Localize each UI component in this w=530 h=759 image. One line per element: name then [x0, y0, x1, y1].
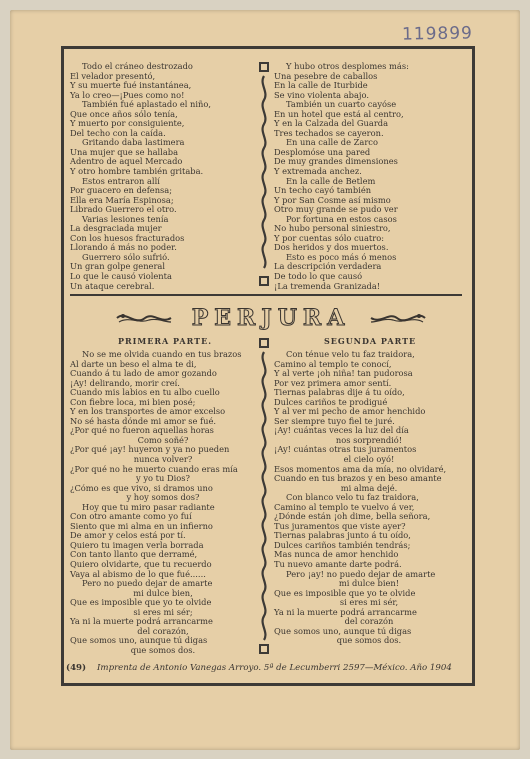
part-heading-second: SEGUNDA PARTE — [324, 336, 417, 346]
verse-line: ¡Ay! cuántas veces la luz del día — [274, 425, 409, 436]
verse-line: Adentro de aquel Mercado — [70, 156, 183, 167]
verse-line: Un gran golpe general — [70, 261, 166, 272]
verse-line: y hoy somos dos? — [126, 492, 200, 503]
verse-line: Por vez primera amor sentí. — [274, 377, 392, 388]
verse-line: En un hotel que está al centro, — [274, 108, 404, 119]
verse-line: ¿Cómo es que vivo, si dramos uno — [70, 482, 213, 493]
verse-line: ¡Ay! delirando, morir creí. — [70, 377, 180, 388]
verse-line: si eres mi sér; — [133, 606, 193, 617]
verse-line: Y por San Cosme así mismo — [274, 194, 391, 205]
verse-line: nunca volver? — [133, 454, 193, 465]
verse-line: Que somos uno, aunque tú digas — [70, 635, 208, 646]
verse-line: Pero no puedo dejar de amarte — [82, 578, 213, 589]
verse-line: Vaya al abismo de lo que fué...... — [70, 568, 206, 579]
verse-line: ¿Por qué no he muerto cuando eras mía — [70, 463, 238, 474]
verse-line: Estos entraron allí — [82, 175, 160, 186]
verse-line: y yo tu Dios? — [136, 473, 190, 484]
verse-line: Un techo cayó también — [274, 185, 372, 196]
verse-line: De amor y celos está por tí. — [70, 530, 186, 541]
verse-line: Camino al templo te conocí, — [274, 358, 392, 369]
verse-line: En una calle de Zarco — [286, 137, 378, 148]
verse-line: En la calle de Betlem — [286, 175, 376, 186]
imprint-footer — [66, 663, 466, 673]
verse-line: Se vino violenta abajo. — [274, 89, 369, 100]
verse-line: Lo que le causó violenta — [70, 271, 172, 282]
verse-line: Ya ni la muerte podrá arrancarme — [274, 606, 417, 617]
verse-line: No se me olvida cuando en tus brazos — [82, 349, 242, 359]
verse-line: Una pesebre de caballos — [274, 70, 378, 81]
verse-line: Dulces cariños te prodigué — [274, 396, 388, 407]
verse-line: La descripción verdadera — [274, 261, 382, 272]
verse-line: Cuando á tu lado de amor gozando — [70, 368, 217, 379]
verse-line: Un ataque cerebral. — [70, 280, 155, 291]
verse-line: Con tanto llanto que derramé, — [70, 549, 198, 560]
verse-line: Con otro amante como yo fuí — [70, 511, 192, 522]
verse-line: También fué aplastado el niño, — [82, 99, 212, 110]
verse-line: Dos heridos y dos muertos. — [274, 242, 389, 253]
verse-line: ¡La tremenda Granizada! — [274, 280, 381, 291]
verse-line: Cuando en tus brazos y en beso amante — [274, 473, 442, 484]
verse-line: Una mujer que se hallaba — [70, 146, 179, 157]
verse-line: Y muerto por consiguiente, — [70, 118, 185, 129]
part-heading-first: PRIMERA PARTE. — [118, 336, 212, 346]
verse-line: Ya ni la muerte podrá arrancarme — [70, 616, 213, 627]
verse-line: Siento que mi alma en un infierno — [70, 520, 213, 531]
verse-line: Tus juramentos que viste ayer? — [274, 520, 406, 531]
verse-line: Por guacero en defensa; — [70, 185, 173, 196]
verse-line: Varias lesiones tenía — [82, 213, 169, 224]
verse-line: Y en los transportes de amor excelso — [70, 406, 226, 417]
verse-line: Librado Guerrero el otro. — [70, 204, 177, 215]
ornamental-divider-top — [259, 62, 269, 288]
verse-line: Otro muy grande se pudo ver — [274, 204, 398, 215]
verse-line: Desplomóse una pared — [274, 146, 371, 157]
verse-line: Al darte un beso el alma te di, — [70, 358, 197, 369]
verse-line: del corazón, — [137, 625, 189, 636]
verse-line: Cuando mis labios en tu albo cuello — [70, 387, 220, 398]
right-flourish-icon — [369, 310, 427, 326]
verse-line: Tiernas palabras junto á tu oído, — [274, 530, 411, 541]
verse-line: Y otro hombre también gritaba. — [70, 166, 204, 177]
verse-line: No sé hasta dónde mi amor se fué. — [70, 415, 217, 426]
verse-line: Y hubo otros desplomes más: — [286, 61, 409, 71]
verse-line: Que somos uno, aunque tú digas — [274, 625, 412, 636]
verse-column-bottom-right — [274, 350, 464, 646]
verse-line: que somos dos. — [130, 644, 196, 655]
verse-line: mi dulce bien, — [133, 587, 193, 598]
ornamental-divider-bottom — [259, 338, 269, 656]
verse-line: Llorando á más no poder. — [70, 242, 177, 253]
verse-line: Como soñé? — [137, 434, 189, 445]
verse-line: Camino al templo te vuelvo á ver, — [274, 501, 415, 512]
verse-line: Con fiebre loca, mi bien posé; — [70, 396, 196, 407]
verse-line: Del techo con la caída. — [70, 127, 166, 138]
verse-column-top-left — [70, 62, 256, 291]
verse-line: nos sorprendió! — [335, 434, 403, 445]
section-rule — [70, 294, 462, 296]
verse-line: ¡Ay! cuántas otras tus juramentos — [274, 444, 417, 455]
verse-line: Que es imposible que yo te olvide — [274, 587, 416, 598]
verse-line: si eres mi sér, — [339, 597, 399, 608]
verse-line: Con ténue velo tu faz traidora, — [286, 349, 415, 359]
verse-line: El velador presentó, — [70, 70, 156, 81]
verse-line: Guerrero sólo sufrió. — [82, 251, 170, 262]
verse-line: Todo el cráneo destrozado — [82, 61, 193, 71]
verse-line: Gritando daba lastimera — [82, 137, 185, 148]
verse-line: mi alma dejé. — [340, 482, 398, 493]
verse-line: el cielo oyó! — [343, 454, 395, 465]
verse-line: que somos dos. — [336, 635, 402, 646]
verse-line: Ya lo creo—¡Pues como no! — [70, 89, 185, 100]
verse-line: mi dulce bien! — [338, 578, 400, 589]
verse-line: También un cuarto cayóse — [286, 99, 397, 110]
verse-line: Ser siempre tuyo fiel te juré. — [274, 415, 395, 426]
title-band — [115, 304, 427, 332]
verse-line: De todo lo que causó — [274, 271, 363, 282]
verse-line: Y por cuentas sólo cuatro: — [274, 232, 385, 243]
imprint-text: Imprenta de Antonio Vanegas Arroyo. 5ª de Lecumberri 2597—México. Año 1904 — [97, 663, 452, 673]
verse-line: Y en la Calzada del Guarda — [274, 118, 389, 129]
catalog-stamp: 119899 — [401, 23, 474, 45]
verse-line: Esto es poco más ó menos — [286, 251, 397, 262]
verse-line: Que once años sólo tenía, — [70, 108, 178, 119]
verse-line: Hoy que tu miro pasar radiante — [82, 501, 215, 512]
verse-line: Que es imposible que yo te olvide — [70, 597, 212, 608]
verse-line: Con blanco velo tu faz traidora, — [286, 492, 419, 503]
verse-line: Y al ver mi pecho de amor henchido — [274, 406, 426, 417]
verse-line: Pero ¡ay! no puedo dejar de amarte — [286, 568, 436, 579]
verse-line: ¿Dónde están ¡oh dime, bella señora, — [274, 511, 431, 522]
verse-line: Esos momentos ama da mía, no olvidaré, — [274, 463, 447, 474]
verse-line: Ella era María Espinosa; — [70, 194, 174, 205]
verse-line: De muy grandes dimensiones — [274, 156, 398, 167]
leaf-number: (49) — [66, 663, 87, 673]
verse-column-top-right — [274, 62, 464, 291]
verse-line: Tu nuevo amante darte podrá. — [274, 559, 402, 570]
verse-line: ¿Por qué ¡ay! huyeron y ya no pueden — [70, 444, 230, 455]
verse-line: ¿Por qué no fueron aquellas horas — [70, 425, 214, 436]
verse-line: Tiernas palabras dije á tu oído, — [274, 387, 405, 398]
verse-line: En la calle de Iturbide — [274, 80, 368, 91]
verse-line: Dulces cariños también tendrás; — [274, 539, 411, 550]
verse-line: Quiero tu imagen verla borrada — [70, 539, 204, 550]
verse-line: Por fortuna en estos casos — [286, 213, 397, 224]
verse-line: Tres techados se cayeron. — [274, 127, 384, 138]
verse-column-bottom-left — [70, 350, 256, 656]
verse-line: Y extremada anchez. — [274, 166, 362, 177]
verse-line: La desgraciada mujer — [70, 223, 162, 234]
verse-line: Con los huesos fracturados — [70, 232, 185, 243]
verse-line: Y su muerte fué instantánea, — [70, 80, 192, 91]
verse-line: Quiero olvidarte, que tu recuerdo — [70, 559, 212, 570]
verse-line: Mas nunca de amor henchido — [274, 549, 399, 560]
verse-line: del corazón — [344, 616, 394, 627]
poem-title: PERJURA — [191, 305, 351, 331]
verse-line: Y al verte ¡oh niña! tan pudorosa — [274, 368, 413, 379]
verse-line: No hubo personal siniestro, — [274, 223, 391, 234]
